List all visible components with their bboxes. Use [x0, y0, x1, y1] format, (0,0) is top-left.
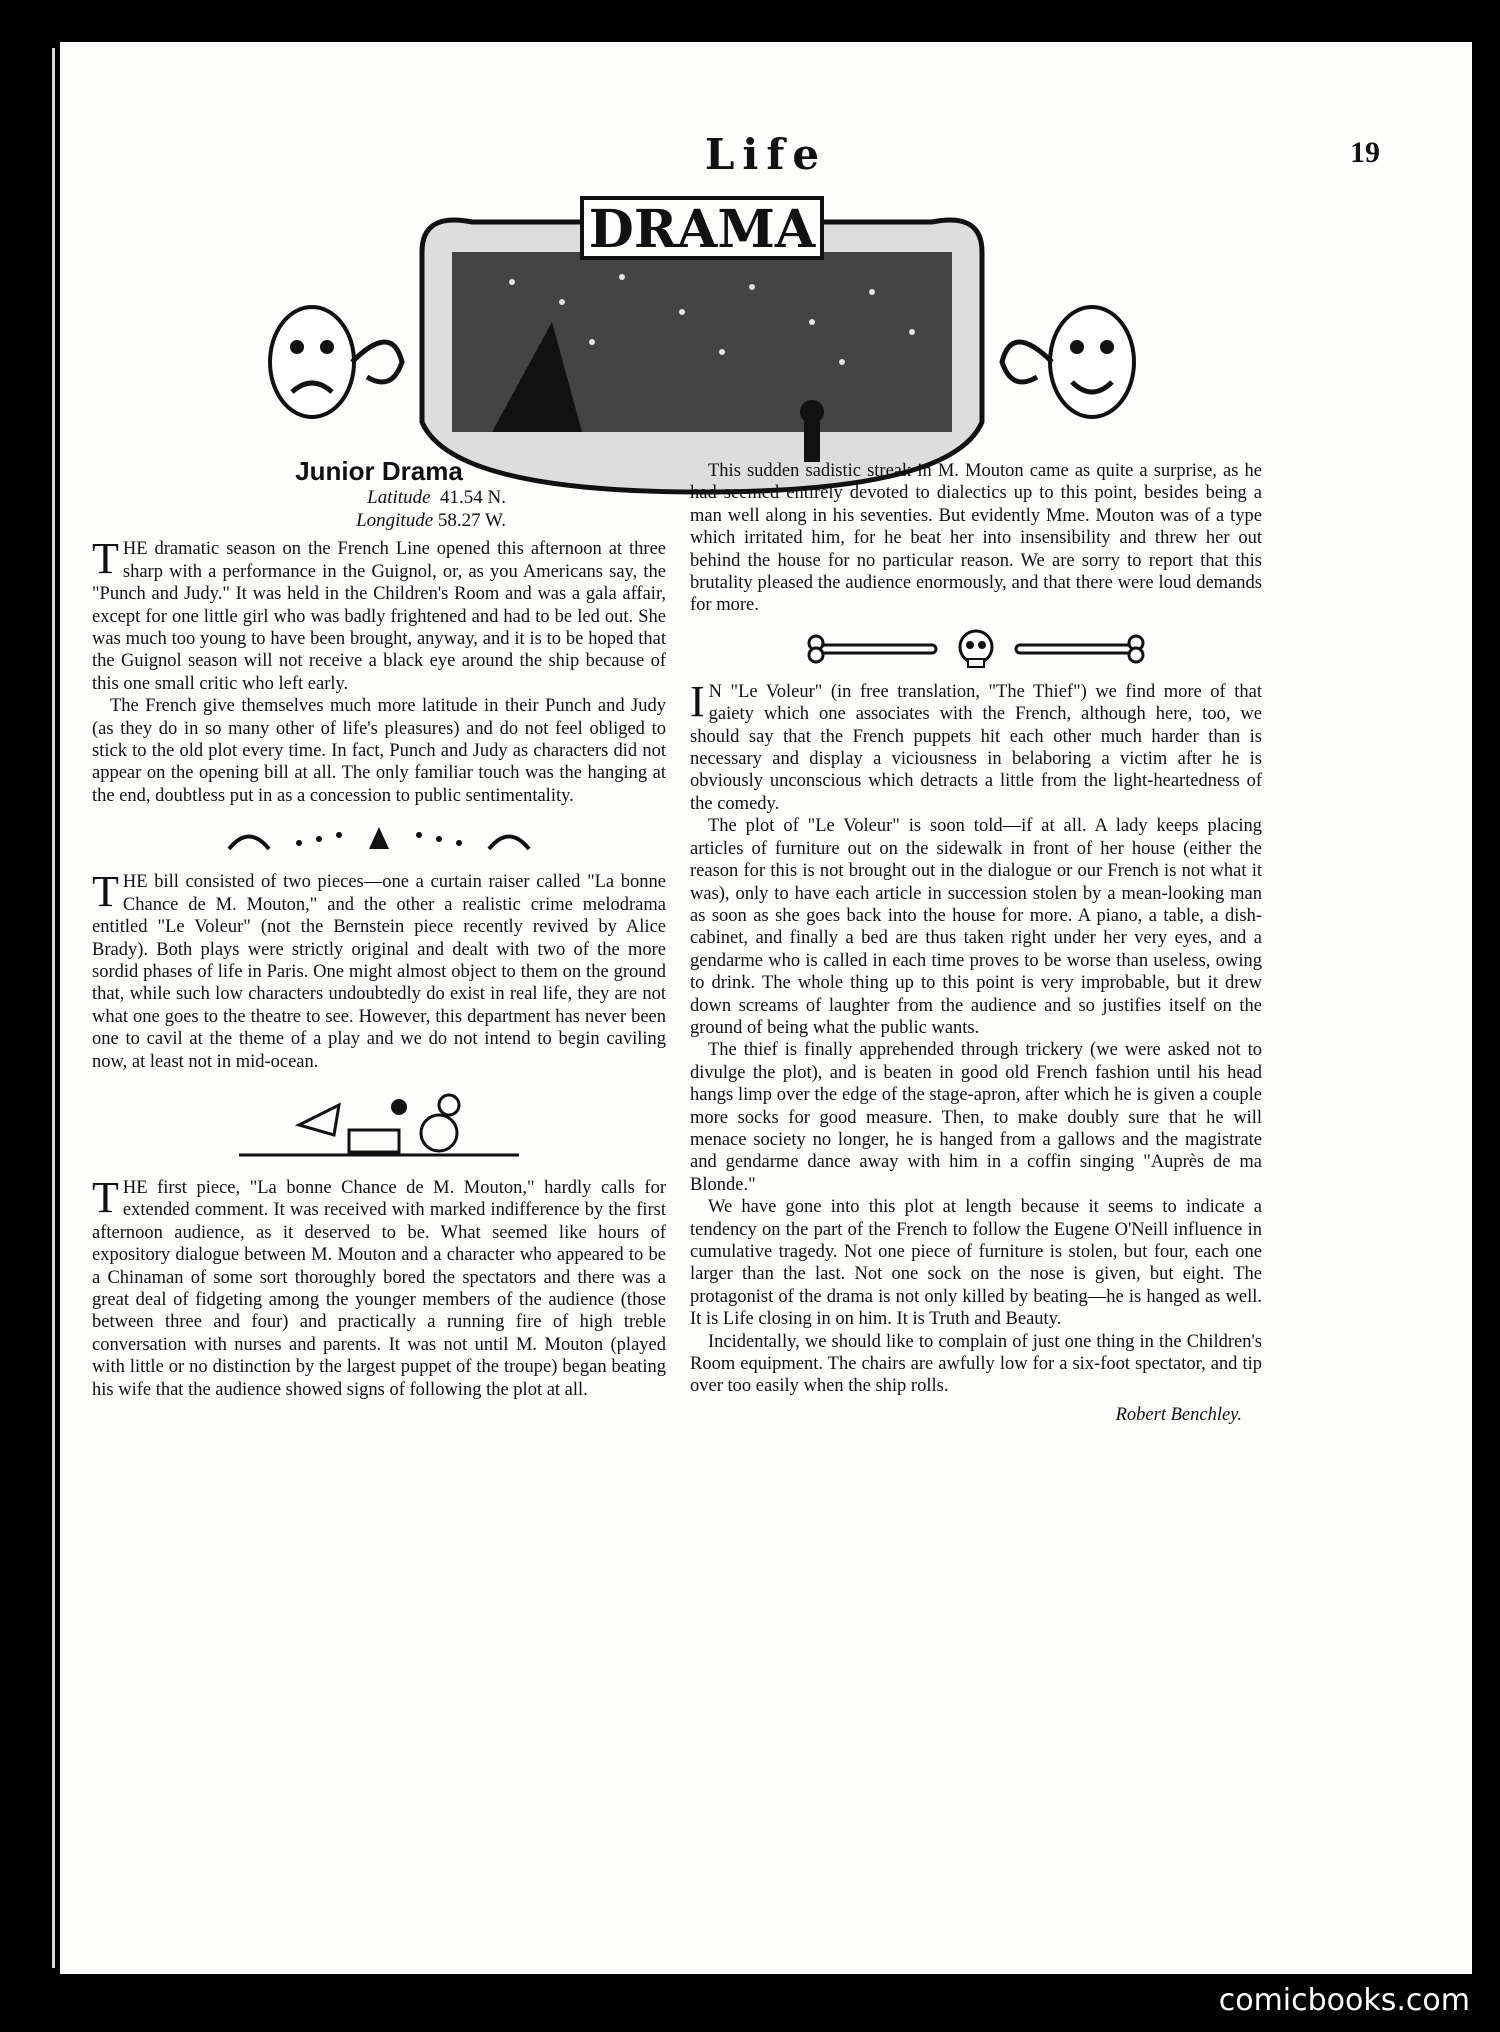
page-edge	[52, 48, 55, 1968]
longitude-value: 58.27 W.	[437, 510, 506, 532]
masthead: Life	[704, 130, 828, 179]
paragraph: I N "Le Voleur" (in free translation, "The Thief") we find more of that gaiety which one associates with the French, although here, too, we should say that the French puppets hit each other much harder than is necessary and display a viciousness in belaboring a victim after he is obviously unconscious which detracts a little from the light-heartedness of the comedy.	[690, 676, 1262, 814]
coordinates	[92, 486, 666, 532]
right-column	[690, 460, 1262, 1426]
paragraph: The French give themselves much more latitude in their Punch and Judy (as they do in so many other of life's pleasures) and do not feel obliged to stick to the old plot every time. In fact, Punch and Judy as characters did not appear on the opening bill at all. The only familiar touch was the hanging at the end, doubtless put in as a concession to public sentimentality.	[92, 696, 666, 806]
drop-cap: T	[92, 1172, 119, 1222]
skull-and-bones-ornament	[796, 629, 1156, 669]
banner-title: DRAMA	[588, 199, 816, 260]
paragraph: This sudden sadistic streak in M. Mouton came as quite a surprise, as he had seemed entirely devoted to dialectics up to this point, besides being a man well along in his seventies. But evidently Mme. Mouton was of a type which irritated him, for he beat her into insensibility and threw her out behind the house for no particular reason. We are sorry to report that this brutality pleased the audience enormously, and that there were loud demands for more.	[690, 461, 1262, 616]
page-number: 19	[1350, 136, 1380, 169]
left-column	[92, 456, 666, 1401]
article-title: Junior Drama	[295, 456, 463, 486]
drop-cap: T	[92, 867, 119, 917]
magazine-page	[60, 42, 1472, 1974]
tragedy-mask-icon	[270, 307, 402, 417]
puppet-vignette-illustration	[239, 1085, 519, 1165]
site-watermark: comicbooks.com	[1218, 1983, 1470, 2018]
drop-cap: I	[690, 676, 705, 726]
drop-cap: T	[92, 534, 119, 584]
paragraph: THE first piece, "La bonne Chance de M. Mouton," hardly calls for extended comment. It was received with marked indifference by the first afternoon audience, as it deserved to be. What seemed like hours of expository dialogue between M. Mouton and a character who appeared to be a Chinaman of some sort thoroughly bored the spectators and there was a great deal of fidgeting among the younger members of the audience (those between three and four) and practically a running fire of high treble conversation with nurses and parents. It was not until M. Mouton (played with little or no distinction by the largest puppet of the troupe) began beating his wife that the audience showed signs of following the plot at all.	[92, 1172, 666, 1400]
author-signature: Robert Benchley.	[1115, 1404, 1242, 1425]
paragraph: We have gone into this plot at length because it seems to indicate a tendency on the part of the French to follow the Eugene O'Neill influence in cumulative tragedy. Not one piece of furniture is stolen, but four, each one larger than the last. Not one sock on the nose is given, but eight. The protagonist of the drama is not only killed by beating—he is hanged as well. It is Life closing in on him. It is Truth and Beauty.	[690, 1197, 1262, 1330]
paragraph: The plot of "Le Voleur" is soon told—if at all. A lady keeps placing articles of furniture out on the sidewalk in front of her house (either the reason for this is not brought out in the dialogue or our French is not what it was), only to have each article in succession stolen by a mean-looking man as soon as she goes back into the house for more. A piano, a table, a dish-cabinet, and finally a bed are thus taken right under her very eyes, and a gendarme who is called in each time proves to be worse than useless, owing to drink. The whole thing up to this point is very improbable, but it drew down screams of laughter from the audience and so justifies itself on the ground of being what the public wants.	[690, 816, 1262, 1038]
paragraph: Incidentally, we should like to complain of just one thing in the Children's Room equipment. The chairs are awfully low for a six-foot spectator, and tip over too easily when the ship rolls.	[690, 1331, 1262, 1397]
latitude-value: 41.54 N.	[440, 487, 506, 509]
longitude-label: Longitude	[356, 510, 434, 532]
latitude-label: Latitude	[367, 487, 431, 509]
paragraph: THE bill consisted of two pieces—one a curtain raiser called "La bonne Chance de M. Mouton," and the other a realistic crime melodrama entitled "Le Voleur" (not the Bernstein piece recently revived by Alice Brady). Both plays were strictly original and dealt with two of the more sordid phases of life in Paris. One might almost object to them on the ground that, while such low characters undoubtedly do exist in real life, they are not what one goes to the theatre to see. However, this department has never been one to cavil at the theme of a play and we do not intend to begin caviling now, at least not in mid-ocean.	[92, 867, 666, 1072]
ornament-divider	[219, 819, 539, 859]
comedy-mask-icon	[1002, 307, 1134, 417]
paragraph: The thief is finally apprehended through trickery (we were asked not to divulge the plot), and is beaten in good old French fashion until his head hangs limp over the edge of the stage-apron, after which he is given a couple more socks for good measure. Then, to make doubly sure that he will menace society no longer, he is hanged from a gallows and the magistrate and gendarme dance away with him in a coffin singing "Auprès de ma Blonde."	[690, 1040, 1262, 1195]
paragraph: THE dramatic season on the French Line opened this afternoon at three sharp with a performance in the Guignol, or, as you Americans say, the "Punch and Judy." It was held in the Children's Room and was a gala affair, except for one little girl who was badly frightened and had to be led out. She was much too young to have been brought, anyway, and it is to be hoped that the Guignol season will not receive a black eye around the ship because of this one small critic who left early.	[92, 534, 666, 694]
